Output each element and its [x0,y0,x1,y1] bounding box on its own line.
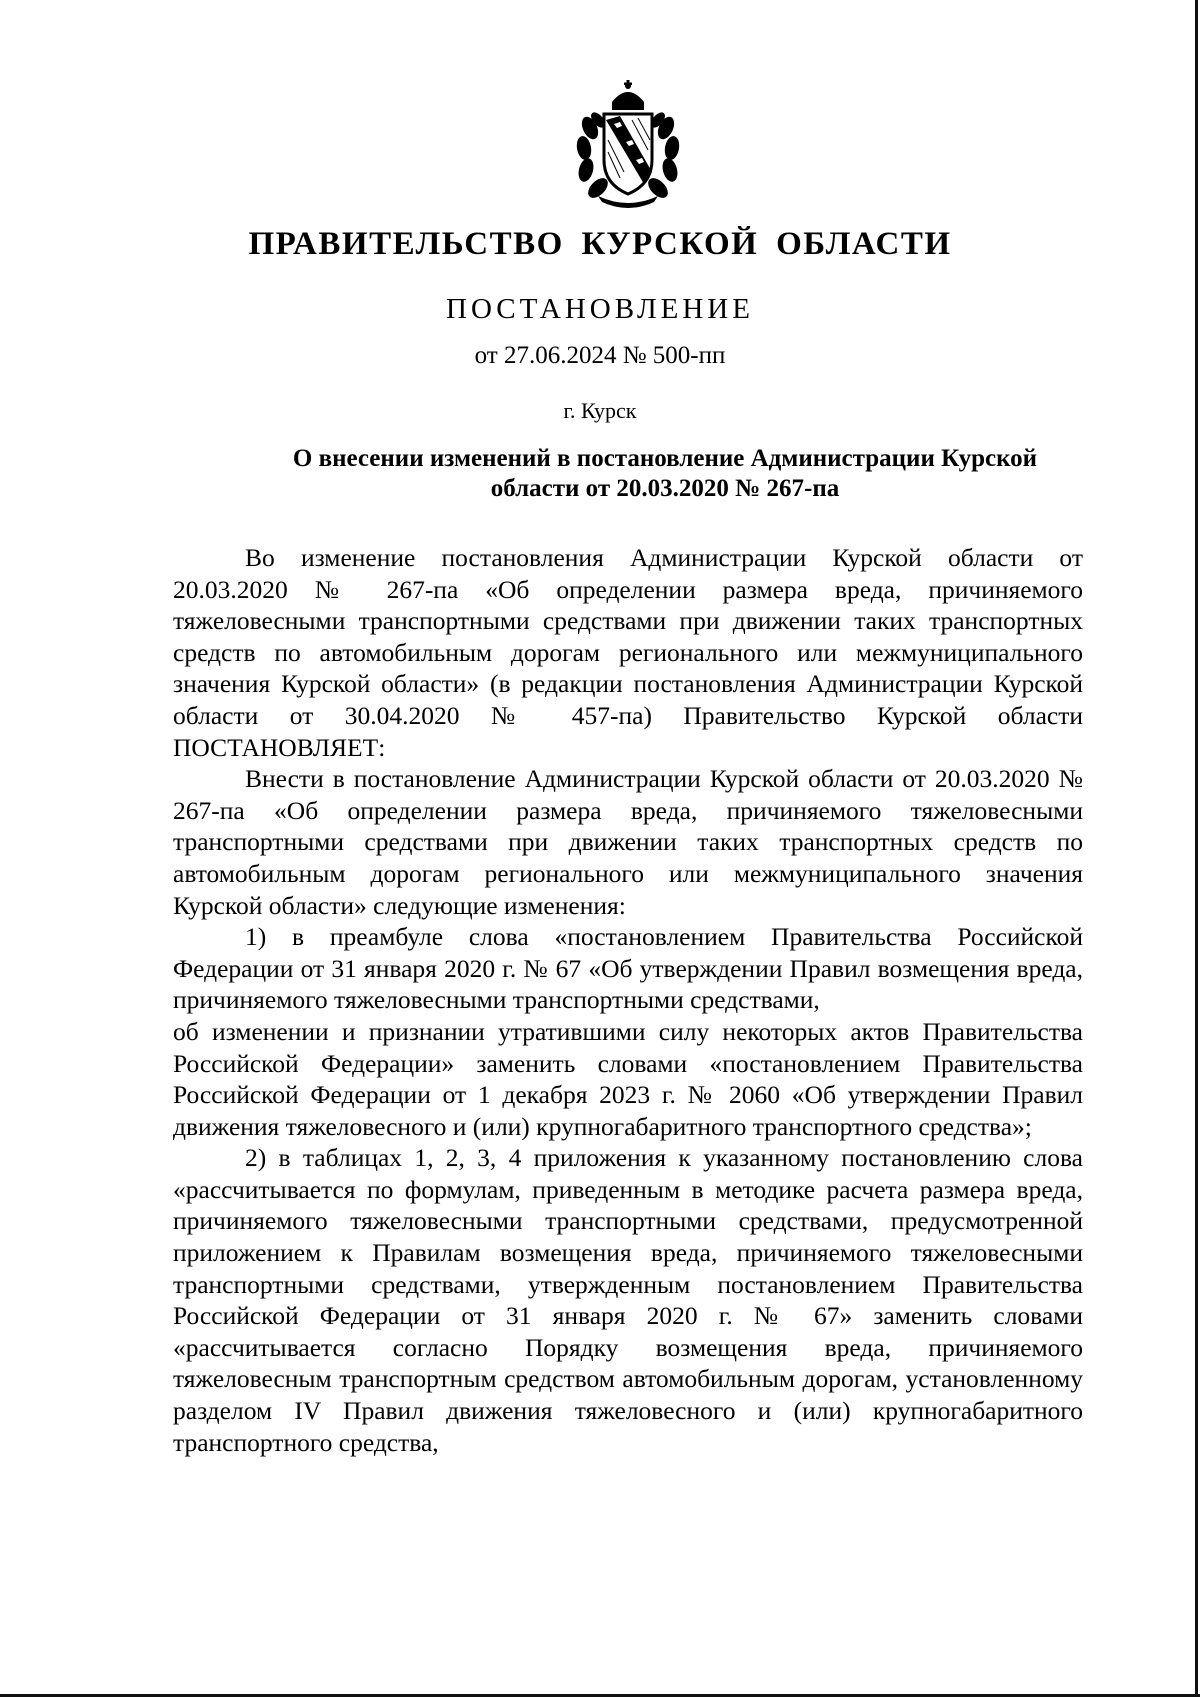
paragraph-item-1: 1) в преамбуле слова «постановлением Правительства Российской Федерации от 31 января 2020 г. № 67 «Об утверждении Правил возмещения вреда, причиняемого тяжеловесными транспортными средствами, [173,922,1083,1015]
kursk-coat-of-arms-icon [568,80,688,210]
document-type: ПОСТАНОВЛЕНИЕ [446,293,754,325]
document-city: г. Курск [563,398,637,423]
paragraph-item-1-continued: об изменении и признании утратившими силу некоторых актов Правительства Российской Федерации» заменить словами «постановлением Правительства Российской Федерации от 1 декабря 2023 г. № 2060 «Об утверждении Правил движения тяжеловесного и (или) крупногабаритного транспортного средства»; [173,1016,1083,1141]
document-subject [240,444,1090,504]
paragraph-preamble: Во изменение постановления Администрации Курской области от 20.03.2020 № 267-па «Об определении размера вреда, причиняемого тяжеловесными транспортными средствами при движении таких транспортных средств по автомобильным дорогам регионального или межмуниципального значения Курской области» (в редакции постановления Администрации Курской области от 30.04.2020 № 457-па) Правительство Курской области ПОСТАНОВЛЯЕТ: [173,543,1083,762]
paragraph-item-2: 2) в таблицах 1, 2, 3, 4 приложения к указанному постановлению слова «рассчитывается по формулам, приведенным в методике расчета размера вреда, причиняемого тяжеловесными транспортными средствами, предусмотренной приложением к Правилам возмещения вреда, причиняемого тяжеловесными транспортными средствами, утвержденным постановлением Правительства Российской Федерации от 31 января 2020 г. № 67» заменить словами «рассчитывается согласно Порядку возмещения вреда, причиняемого тяжеловесным транспортным средством автомобильным дорогам, установленному разделом IV Правил движения тяжеловесного и (или) крупногабаритного транспортного средства, [173,1143,1083,1457]
document-body [173,542,1083,1458]
subject-line-2: области от 20.03.2020 № 267-па [490,475,840,502]
subject-line-1: О внесении изменений в постановление Администрации Курской [292,445,1038,472]
organization-title: ПРАВИТЕЛЬСТВО КУРСКОЙ ОБЛАСТИ [248,226,952,262]
paragraph-resolve: Внести в постановление Администрации Курской области от 20.03.2020 № 267-па «Об определении размера вреда, причиняемого тяжеловесными транспортными средствами при движении таких транспортных средств по автомобильным дорогам регионального или межмуниципального значения Курской области» следующие изменения: [173,764,1083,920]
document-number: от 27.06.2024 № 500-пп [474,342,726,369]
